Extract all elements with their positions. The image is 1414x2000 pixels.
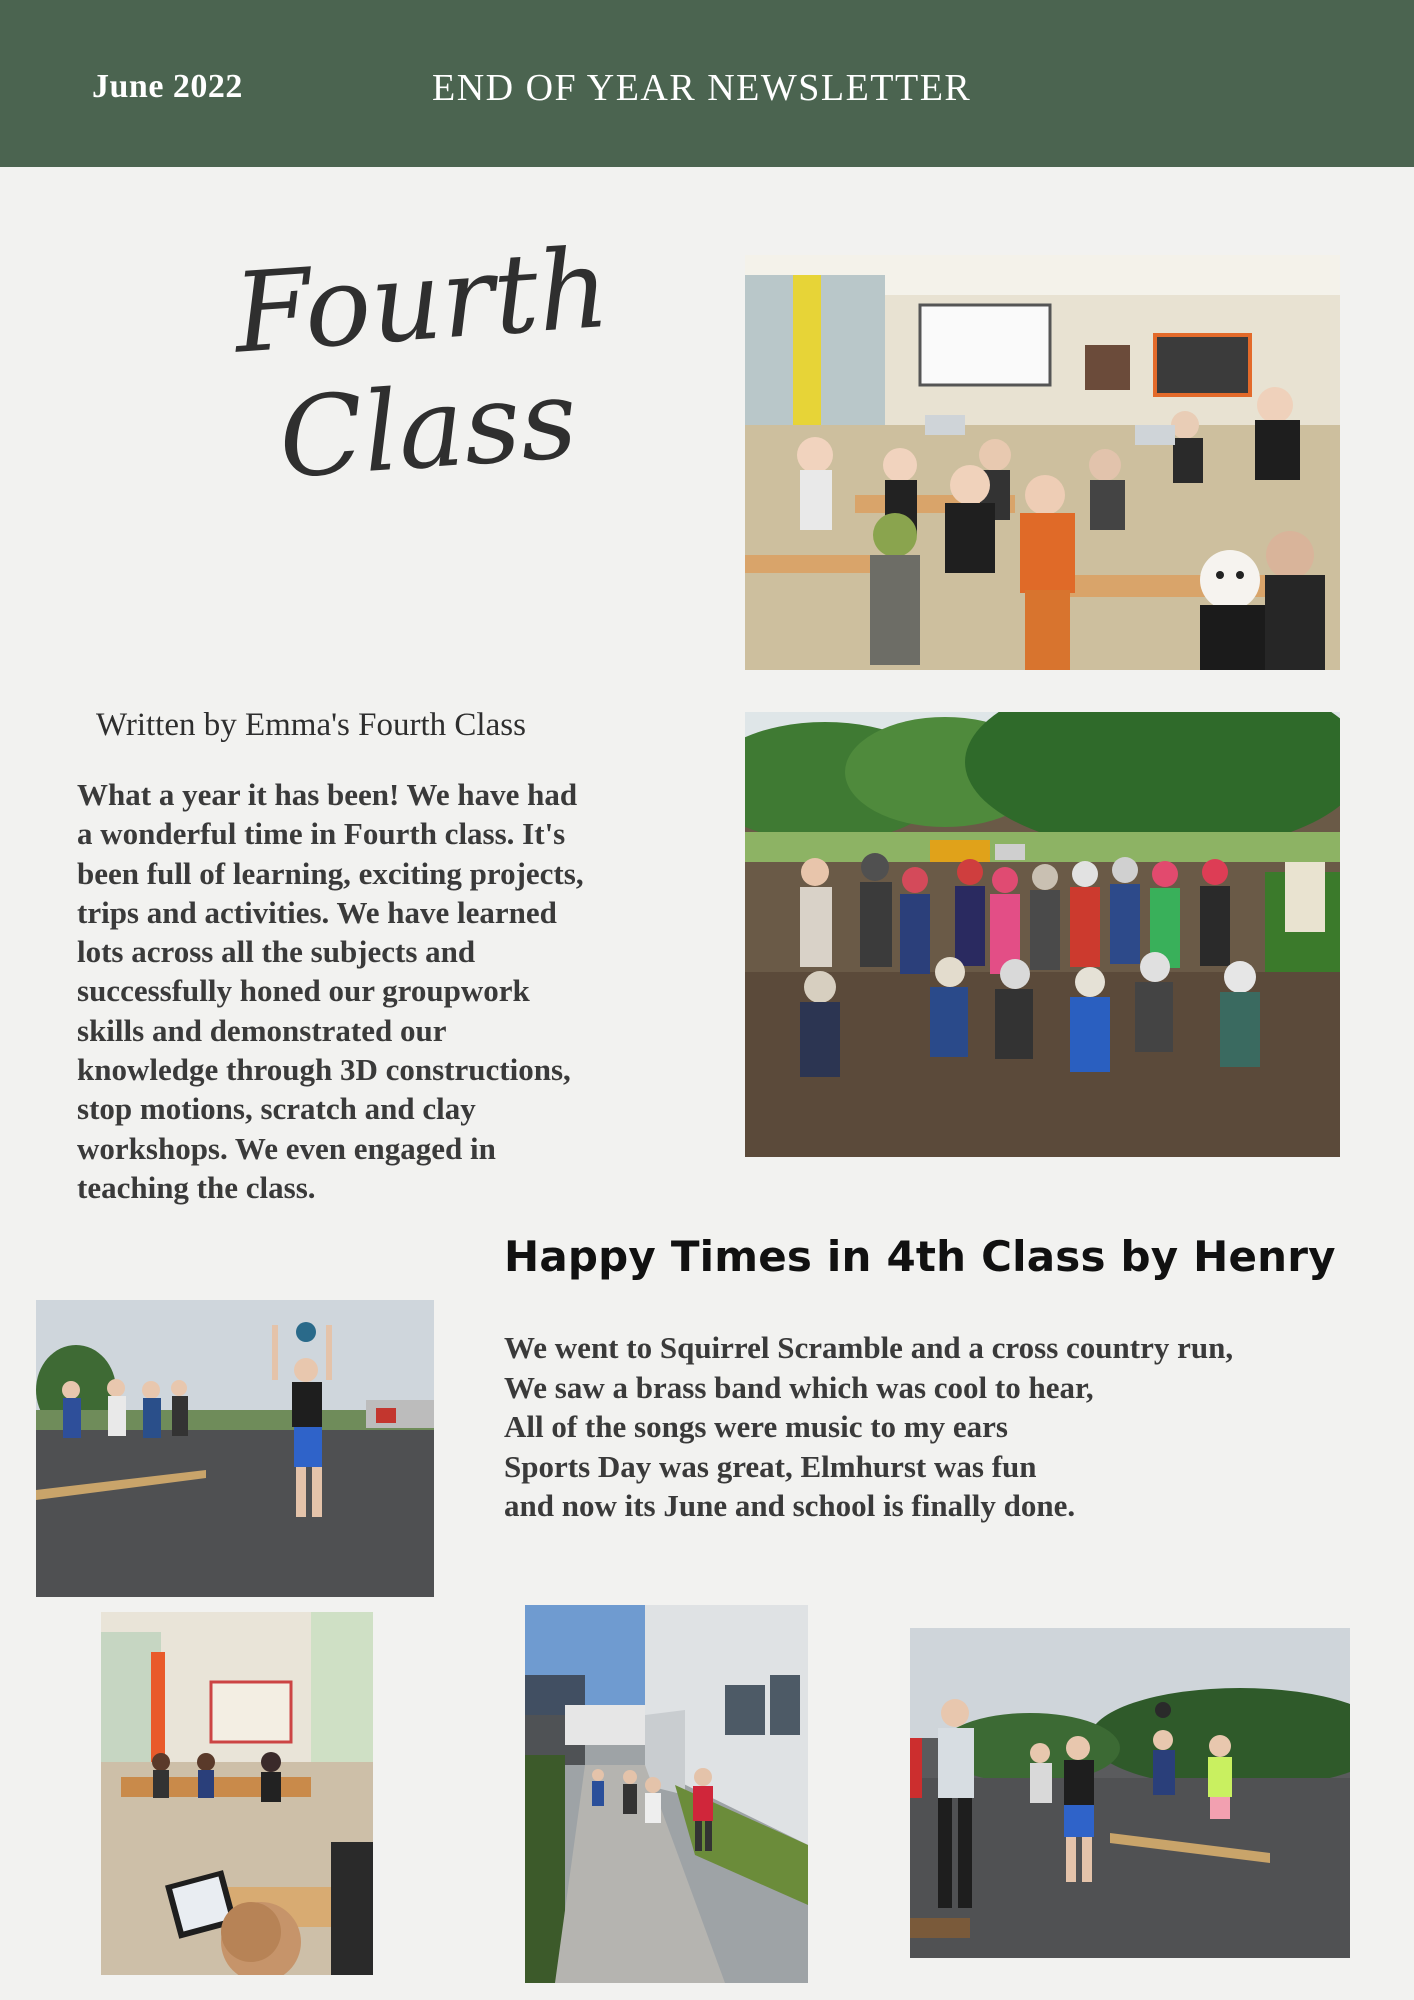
- poem-line: All of the songs were music to my ears: [504, 1409, 1008, 1444]
- class-title-line2: Class: [274, 354, 581, 503]
- poem-line: We saw a brass band which was cool to hear,: [504, 1369, 1094, 1405]
- poem-line: Sports Day was great, Elmhurst was fun: [504, 1448, 1037, 1484]
- outdoor-group-photo: [745, 712, 1340, 1157]
- poem-line: and now its June and school is finally done.: [504, 1488, 1076, 1523]
- school-walkway-photo: [525, 1605, 808, 1983]
- class-title: [230, 223, 627, 505]
- article-body: What a year it has been! We have had a wonderful time in Fourth class. It's been full of learning, exciting projects, trips and activities. We have learned lots across all the subjects and successfully honed our groupwork skills and demonstrated our knowledge through 3D constructions, stop motions, scratch and clay workshops. We even engaged in teaching the class.: [77, 777, 584, 1205]
- newsletter-title: END OF YEAR NEWSLETTER: [432, 67, 972, 109]
- article-byline: Written by Emma's Fourth Class: [96, 707, 526, 743]
- sports-day-photo: [910, 1628, 1350, 1958]
- newsletter-date: June 2022: [92, 68, 243, 105]
- header-bar: [0, 0, 1414, 167]
- poem: [504, 1328, 1384, 1526]
- poem-title: Happy Times in 4th Class by Henry: [504, 1232, 1336, 1281]
- class-title-line1: Fourth: [230, 223, 614, 378]
- poem-line: We went to Squirrel Scramble and a cross country run,: [504, 1330, 1234, 1365]
- basketball-photo: [36, 1300, 434, 1597]
- maths-classroom-photo: [101, 1612, 373, 1975]
- classroom-photo: [745, 255, 1340, 670]
